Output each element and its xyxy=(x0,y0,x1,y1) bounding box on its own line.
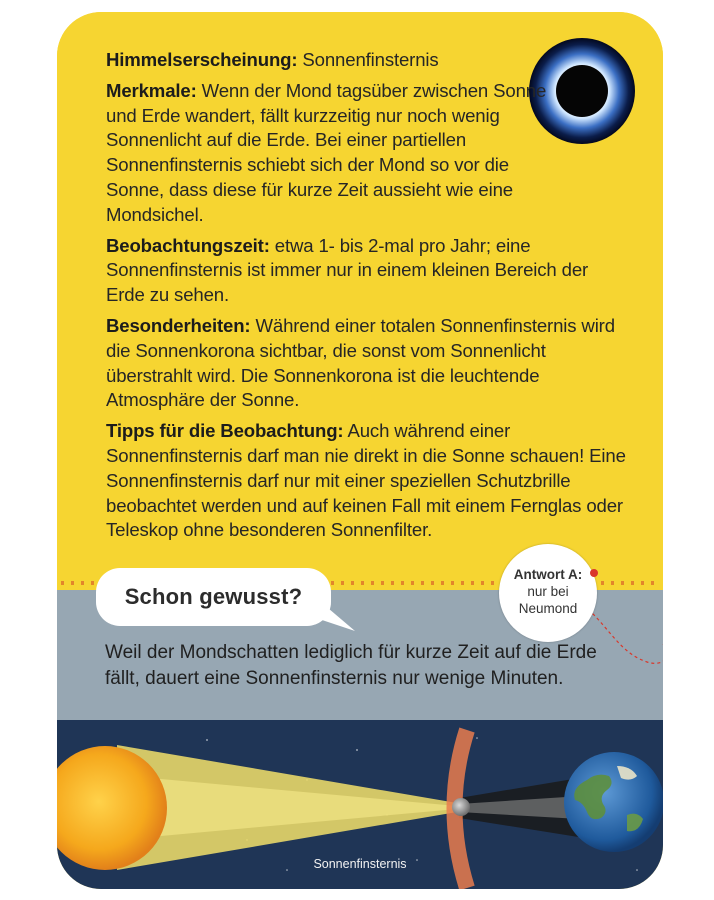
illustration-caption: Sonnenfinsternis xyxy=(313,857,407,871)
answer-line-1: nur bei xyxy=(527,584,569,599)
answer-line-2: Neumond xyxy=(518,601,578,616)
answer-badge xyxy=(499,544,597,642)
fact-text: Weil der Mondschatten lediglich für kurze Zeit auf die Erde fällt, dauert eine Sonnenfinsternis nur wenige Minuten. xyxy=(105,642,597,689)
section-observation-time: Beobachtungszeit: etwa 1- bis 2-mal pro Jahr; eine Sonnenfinsternis ist immer nur in einem kleinen Bereich der Erde zu sehen. xyxy=(106,234,589,306)
info-card xyxy=(57,12,663,889)
earth-icon xyxy=(564,752,663,852)
answer-title: Antwort A: xyxy=(513,567,583,582)
section-features: Merkmale: Wenn der Mond tagsüber zwischen Sonne und Erde wandert, fällt kurzzeitig nur noch wenig Sonnenlicht auf die Erde. Bei einer partiellen Sonnenfinsternis schiebt sich der Mond so vor die Sonne, dass diese für kurze Zeit aussieht wie eine Mondsichel. xyxy=(106,79,547,225)
section-sky-phenomenon: Himmelserscheinung: Sonnenfinsternis xyxy=(106,49,439,70)
card-body-text xyxy=(106,48,626,549)
moon-icon xyxy=(452,798,470,816)
section-special-features: Besonderheiten: Während einer totalen Sonnenfinsternis wird die Sonnenkorona sichtbar, die sonst vom Sonnenlicht überstrahlt wird. Die Sonnenkorona ist die leuchtende Atmosphäre der Sonne. xyxy=(106,314,615,411)
answer-dot-icon xyxy=(589,568,599,578)
section-observation-tips: Tipps für die Beobachtung: Auch während einer Sonnenfinsternis darf man nie direkt in die Sonne schauen! Eine Sonnenfinsternis darf nur mit einer speziellen Schutzbrille beobachtet werden und auf keinen Fall mit einem Fernglas oder Teleskop ohne besonderen Sonnenfilter. xyxy=(106,420,626,541)
did-you-know-label: Schon gewusst? xyxy=(124,584,303,609)
